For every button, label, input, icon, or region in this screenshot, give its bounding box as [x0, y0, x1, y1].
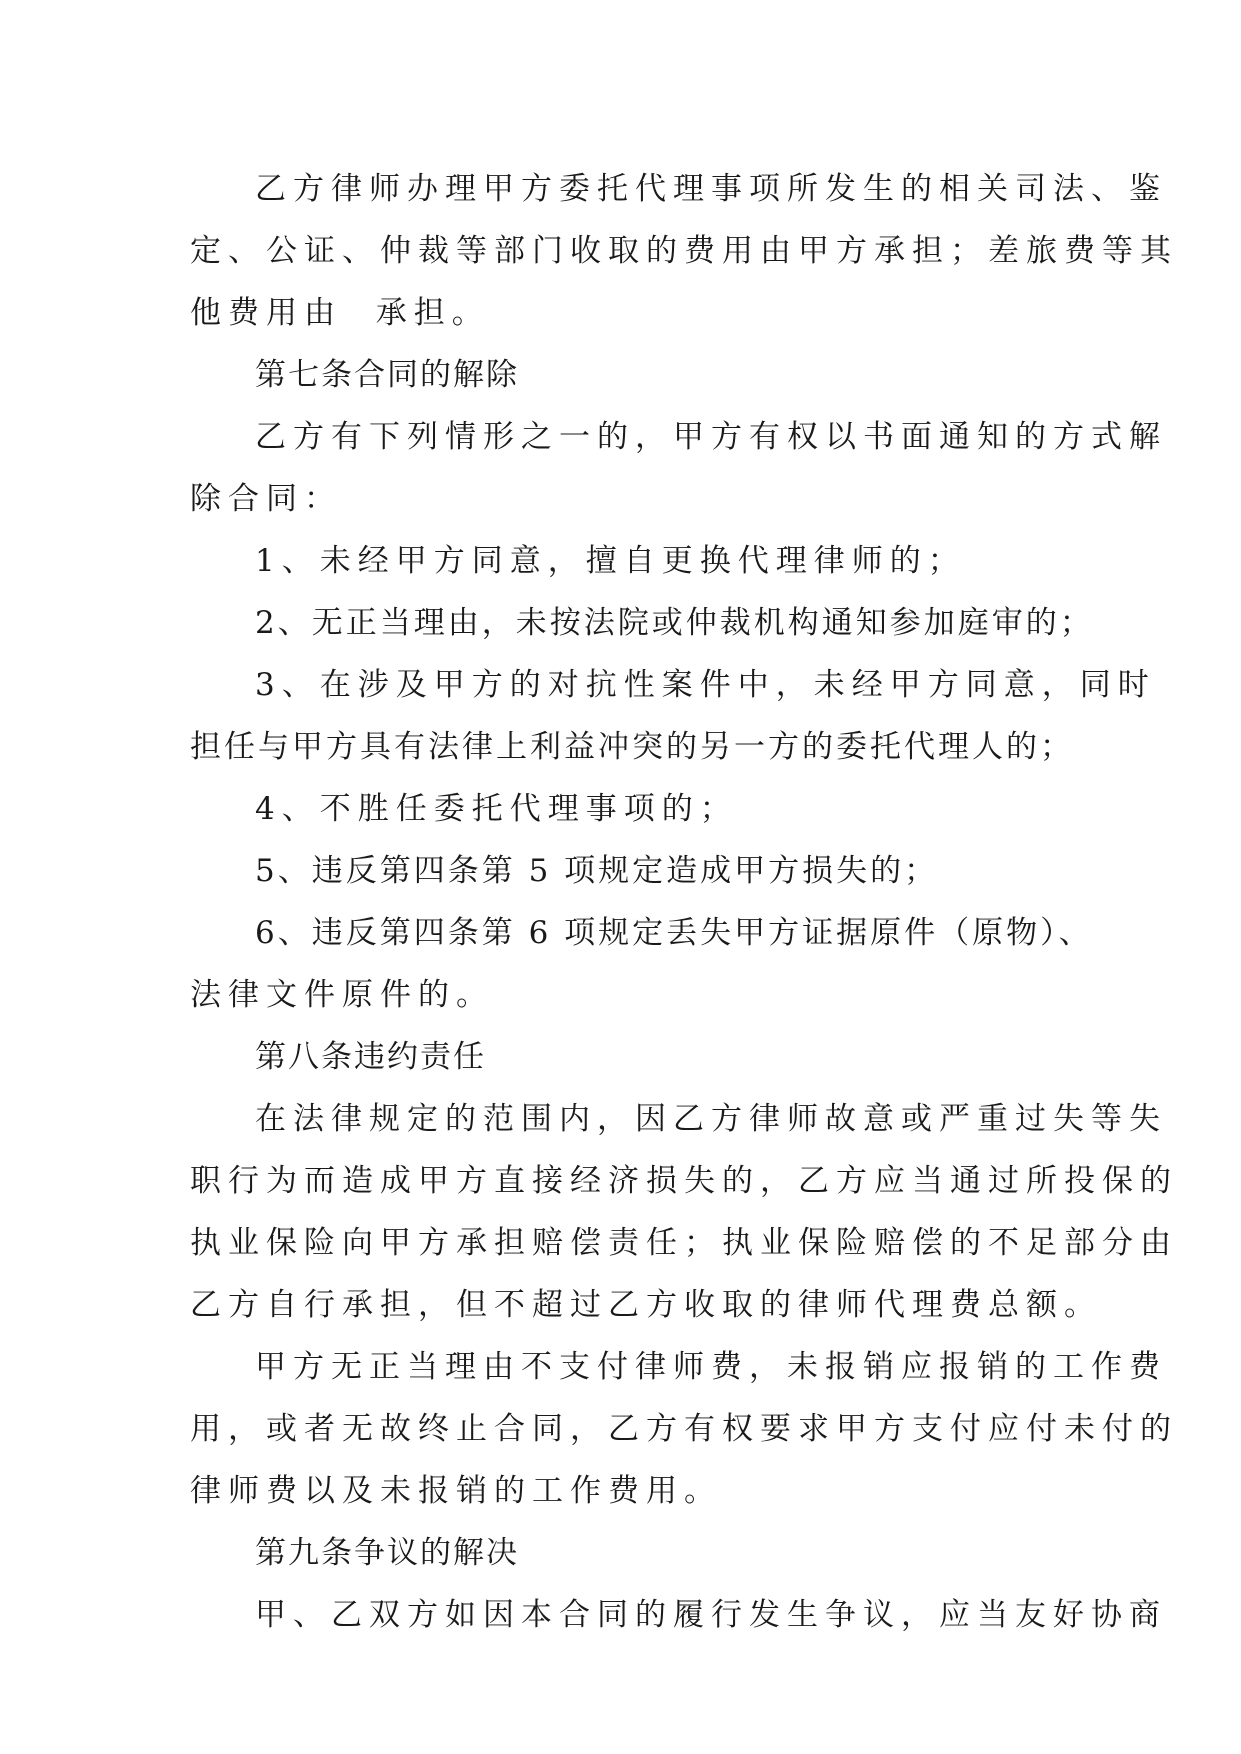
- section-heading-9: 第九条争议的解决: [255, 1535, 519, 1571]
- paragraph-line: 甲、乙双方如因本合同的履行发生争议，应当友好协商: [255, 1597, 1167, 1633]
- list-item: 3、在涉及甲方的对抗性案件中，未经甲方同意，同时: [255, 667, 1156, 703]
- paragraph-line: 在法律规定的范围内，因乙方律师故意或严重过失等失: [255, 1101, 1167, 1137]
- paragraph-line: 乙方有下列情形之一的，甲方有权以书面通知的方式解: [255, 419, 1167, 455]
- list-item: 1、未经甲方同意，擅自更换代理律师的；: [255, 543, 966, 579]
- paragraph-line: 职行为而造成甲方直接经济损失的，乙方应当通过所投保的: [190, 1163, 1178, 1199]
- paragraph-line: 除合同：: [190, 481, 342, 517]
- list-item: 5、违反第四条第 5 项规定造成甲方损失的；: [255, 853, 939, 889]
- section-heading-7: 第七条合同的解除: [255, 357, 519, 393]
- document-body: [190, 158, 1178, 1646]
- list-item: 6、违反第四条第 6 项规定丢失甲方证据原件（原物）、: [255, 915, 1093, 951]
- paragraph-line: 乙方自行承担，但不超过乙方收取的律师代理费总额。: [190, 1287, 1102, 1323]
- paragraph-line: 执业保险向甲方承担赔偿责任；执业保险赔偿的不足部分由: [190, 1225, 1178, 1261]
- paragraph-line: 用，或者无故终止合同，乙方有权要求甲方支付应付未付的: [190, 1411, 1178, 1447]
- list-item: 4、不胜任委托代理事项的；: [255, 791, 738, 827]
- paragraph-line: 定、公证、仲裁等部门收取的费用由甲方承担；差旅费等其: [190, 233, 1178, 269]
- paragraph-line: 乙方律师办理甲方委托代理事项所发生的相关司法、鉴: [255, 171, 1167, 207]
- list-item-continuation: 担任与甲方具有法律上利益冲突的另一方的委托代理人的；: [190, 729, 1074, 765]
- list-item: 2、无正当理由，未按法院或仲裁机构通知参加庭审的；: [255, 605, 1094, 641]
- paragraph-line: 甲方无正当理由不支付律师费，未报销应报销的工作费: [255, 1349, 1167, 1385]
- paragraph-line: 律师费以及未报销的工作费用。: [190, 1473, 722, 1509]
- section-heading-8: 第八条违约责任: [255, 1039, 486, 1075]
- list-item-continuation: 法律文件原件的。: [190, 977, 494, 1013]
- paragraph-line: 他费用由 承担。: [190, 295, 490, 331]
